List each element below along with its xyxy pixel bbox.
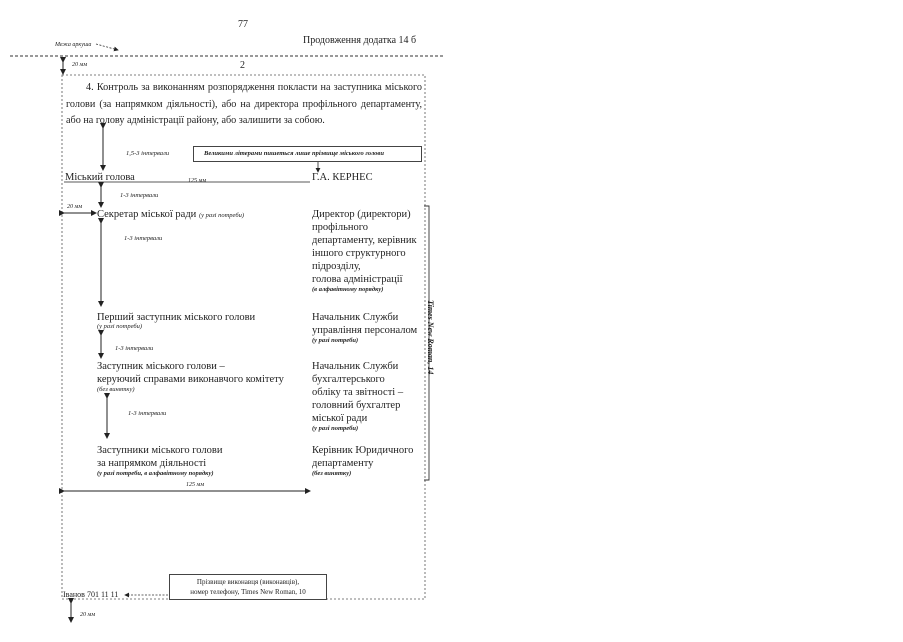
hr-line: Начальник Служби bbox=[312, 312, 399, 323]
deputies-note: (у разі потреби, в алфавітному порядку) bbox=[97, 470, 214, 477]
deputy-mgr-line: Заступник міського голови – bbox=[97, 361, 225, 372]
legal-note: (без винятку) bbox=[312, 470, 352, 477]
left-margin-label: 20 мм bbox=[67, 204, 83, 210]
mayor-label: Міський голова bbox=[65, 172, 135, 183]
director-note: (в алфавітному порядку) bbox=[312, 286, 384, 293]
acc-line: обліку та звітності – bbox=[312, 387, 404, 398]
secretary-note: (у разі потреби) bbox=[198, 212, 245, 219]
bottom-margin-label: 20 мм bbox=[80, 612, 96, 618]
width-label-1: 125 мм bbox=[188, 178, 207, 184]
acc-line: Начальник Служби bbox=[312, 361, 399, 372]
inner-page-number: 2 bbox=[240, 60, 245, 71]
hr-note: (у разі потреби) bbox=[312, 337, 359, 344]
spacing-label-5: 1-3 інтервали bbox=[128, 410, 167, 417]
caps-note-text: Великими літерами пишеться лише прізвище міського голови bbox=[204, 150, 384, 157]
mayor-name: Г.А. КЕРНЕС bbox=[312, 172, 373, 183]
deputies-block bbox=[97, 444, 222, 478]
top-margin-label: 20 мм bbox=[72, 62, 88, 68]
spacing-label-4: 1-3 інтервали bbox=[115, 345, 154, 352]
director-line: голова адміністрації bbox=[312, 274, 403, 285]
acc-line: бухгалтерського bbox=[312, 374, 385, 385]
legal-line: Керівник Юридичного bbox=[312, 445, 414, 456]
performer-note-line: Прізвище виконавця (виконавців), bbox=[196, 578, 300, 586]
acc-block bbox=[312, 360, 403, 433]
paragraph-4: 4. Контроль за виконанням розпорядження покласти на заступника міського голови (за напрямком діяльності), або на директора профільного департаменту, або на голову адміністрації району, або залишити за собою. bbox=[66, 82, 422, 126]
legal-line: департаменту bbox=[312, 458, 374, 469]
director-line: Директор (директори) bbox=[312, 209, 411, 220]
secretary-title: Секретар міської ради bbox=[97, 209, 197, 220]
director-line: профільного bbox=[312, 222, 369, 233]
legal-block bbox=[312, 444, 413, 478]
director-block bbox=[312, 208, 417, 294]
performer-note-box bbox=[169, 574, 327, 600]
performer-note-line: номер телефону, Times New Roman, 10 bbox=[190, 588, 306, 596]
caps-note-box bbox=[193, 146, 422, 162]
hr-block bbox=[312, 311, 417, 345]
acc-line: міської ради bbox=[312, 413, 368, 424]
boundary-arrow bbox=[96, 44, 118, 50]
deputy-mgr-line: керуючий справами виконавчого комітету bbox=[97, 374, 284, 385]
margin-label: Межа аркуша bbox=[55, 42, 92, 48]
spacing-label-1: 1,5-3 інтервали bbox=[126, 150, 170, 157]
width-label-2: 125 мм bbox=[186, 482, 205, 488]
director-line: підрозділу, bbox=[312, 261, 361, 272]
performer-phone: Іванов 701 11 11 bbox=[63, 590, 119, 599]
acc-line: головний бухгалтер bbox=[312, 400, 401, 411]
deputy-mgr-note: (без винятку) bbox=[97, 386, 135, 393]
deputy-mgr-block bbox=[97, 360, 284, 394]
first-deputy-note: (у разі потреби) bbox=[97, 323, 143, 330]
page-number: 77 bbox=[238, 19, 248, 30]
deputies-line: за напрямком діяльності bbox=[97, 458, 207, 469]
director-line: іншого структурного bbox=[312, 248, 406, 259]
acc-note: (у разі потреби) bbox=[312, 425, 359, 432]
secretary-line bbox=[97, 208, 244, 221]
first-deputy: Перший заступник міського голови bbox=[97, 312, 256, 323]
side-font-label: Times New Roman, 14 bbox=[426, 300, 435, 375]
spacing-label-3: 1-3 інтервали bbox=[124, 235, 163, 242]
director-line: департаменту, керівник bbox=[312, 235, 417, 246]
hr-line: управління персоналом bbox=[312, 325, 418, 336]
continuation-heading: Продовження додатка 14 б bbox=[303, 35, 417, 46]
deputies-line: Заступники міського голови bbox=[97, 445, 223, 456]
spacing-label-2: 1-3 інтервали bbox=[120, 192, 159, 199]
